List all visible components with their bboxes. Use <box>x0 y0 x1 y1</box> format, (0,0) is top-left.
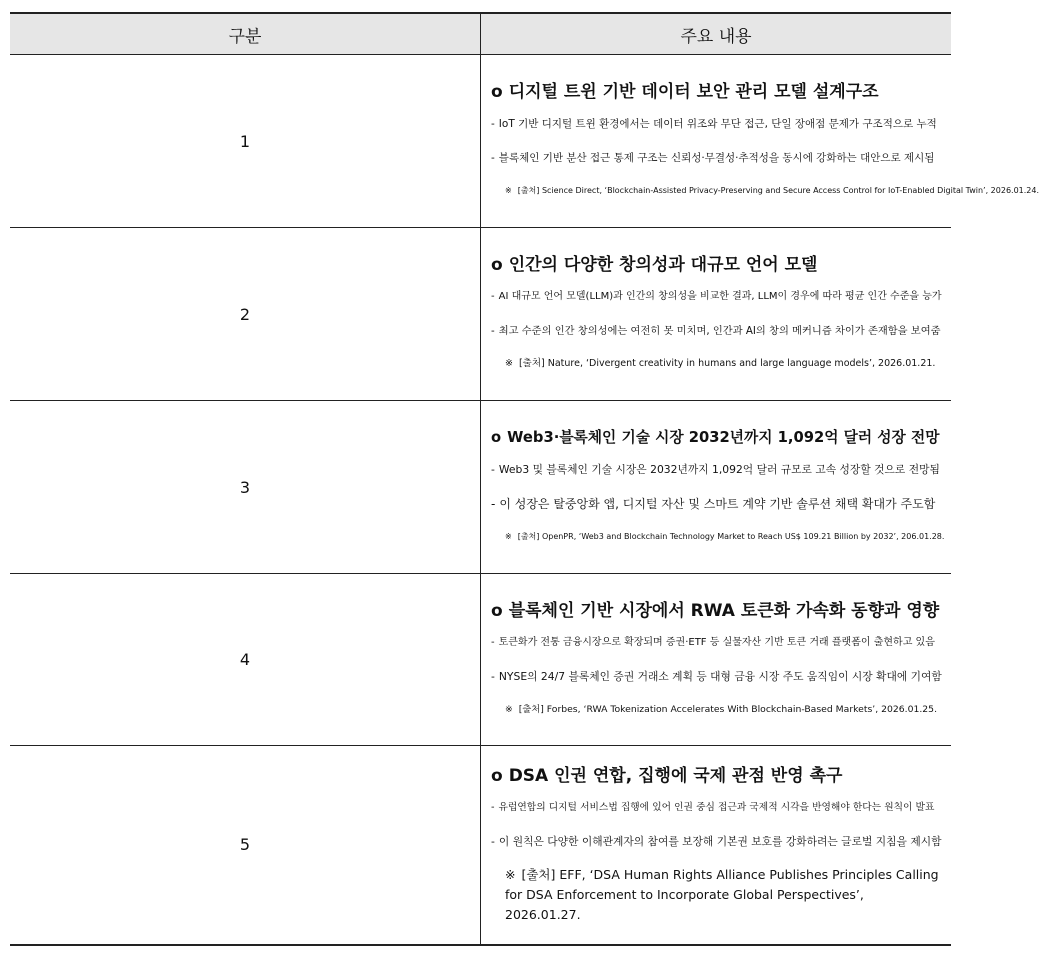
item-bullet: - 유럽연합의 디지털 서비스법 집행에 있어 인권 중심 접근과 국제적 시각을 반영해야 한다는 원칙이 발표 <box>491 801 935 813</box>
item-source: ※ [출처] Forbes, ‘RWA Tokenization Accelerates With Blockchain-Based Markets’, 2026.01.25. <box>505 703 938 715</box>
item-bullet: - 이 원칙은 다양한 이해관계자의 참여를 보장해 기본권 보호를 강화하려는 글로벌 지침을 제시함 <box>491 834 942 848</box>
item-title: o 디지털 트윈 기반 데이터 보안 관리 모델 설계구조 <box>491 82 879 102</box>
item-bullet: - Web3 및 블록체인 기술 시장은 2032년까지 1,092억 달러 규모로 고속 성장할 것으로 전망됨 <box>491 463 940 476</box>
item-title: o 블록체인 기반 시장에서 RWA 토큰화 가속화 동향과 영향 <box>491 600 940 621</box>
item-source: ※ [출처] EFF, ‘DSA Human Rights Alliance Publishes Principles Calling for DSA Enforcement to Incorporate Global Perspectives’, 2026.01.27. <box>505 866 939 922</box>
row-number: 3 <box>10 401 481 574</box>
item-bullet: - 이 성장은 탈중앙화 앱, 디지털 자산 및 스마트 계약 기반 솔루션 채택 확대가 주도함 <box>491 497 936 511</box>
item-bullet: - 토큰화가 전통 금융시장으로 확장되며 증권·ETF 등 실물자산 기반 토큰 거래 플랫폼이 출현하고 있음 <box>491 636 935 648</box>
row-content <box>481 401 952 574</box>
table-row <box>10 574 951 746</box>
row-content <box>481 55 1039 228</box>
header-content: 주요 내용 <box>481 13 952 55</box>
item-bullet: - 최고 수준의 인간 창의성에는 여전히 못 미치며, 인간과 AI의 창의 메커니즘 차이가 존재함을 보여줌 <box>491 325 941 337</box>
row-number: 1 <box>10 55 481 228</box>
item-title: o 인간의 다양한 창의성과 대규모 언어 모델 <box>491 255 818 275</box>
row-number: 2 <box>10 228 481 401</box>
item-title: o Web3·블록체인 기술 시장 2032년까지 1,092억 달러 성장 전망 <box>491 429 940 446</box>
item-source: ※ [출처] Nature, ‘Divergent creativity in humans and large language models’, 2026.01.21. <box>505 358 936 369</box>
table-row <box>10 746 951 945</box>
row-number: 5 <box>10 746 481 945</box>
item-bullet: - NYSE의 24/7 블록체인 증권 거래소 계획 등 대형 금융 시장 주도 움직임이 시장 확대에 기여함 <box>491 669 942 683</box>
item-source: ※ [출처] OpenPR, ‘Web3 and Blockchain Technology Market to Reach US$ 109.21 Billion by 2032’, 206.01.28. <box>505 532 945 541</box>
table-row <box>10 228 951 401</box>
row-content <box>481 574 952 746</box>
news-summary-table <box>10 12 1039 946</box>
item-title: o DSA 인권 연합, 집행에 국제 관점 반영 촉구 <box>491 765 843 786</box>
item-source: ※ [출처] Science Direct, ‘Blockchain-Assisted Privacy-Preserving and Secure Access Control for IoT-Enabled Digital Twin’, 2026.01.24. <box>505 186 1039 195</box>
table-row <box>10 401 951 574</box>
table-header-row <box>10 13 951 55</box>
row-content <box>481 228 952 401</box>
item-bullet: - AI 대규모 언어 모델(LLM)과 인간의 창의성을 비교한 결과, LLM이 경우에 따라 평균 인간 수준을 능가 <box>491 291 942 302</box>
item-bullet: - IoT 기반 디지털 트윈 환경에서는 데이터 위조와 무단 접근, 단일 장애점 문제가 구조적으로 누적 <box>491 118 937 130</box>
row-content <box>481 746 952 945</box>
header-number: 구분 <box>10 13 481 55</box>
item-bullet: - 블록체인 기반 분산 접근 통제 구조는 신뢰성·무결성·추적성을 동시에 강화하는 대안으로 제시됨 <box>491 152 935 164</box>
row-number: 4 <box>10 574 481 746</box>
table-row <box>10 55 951 228</box>
